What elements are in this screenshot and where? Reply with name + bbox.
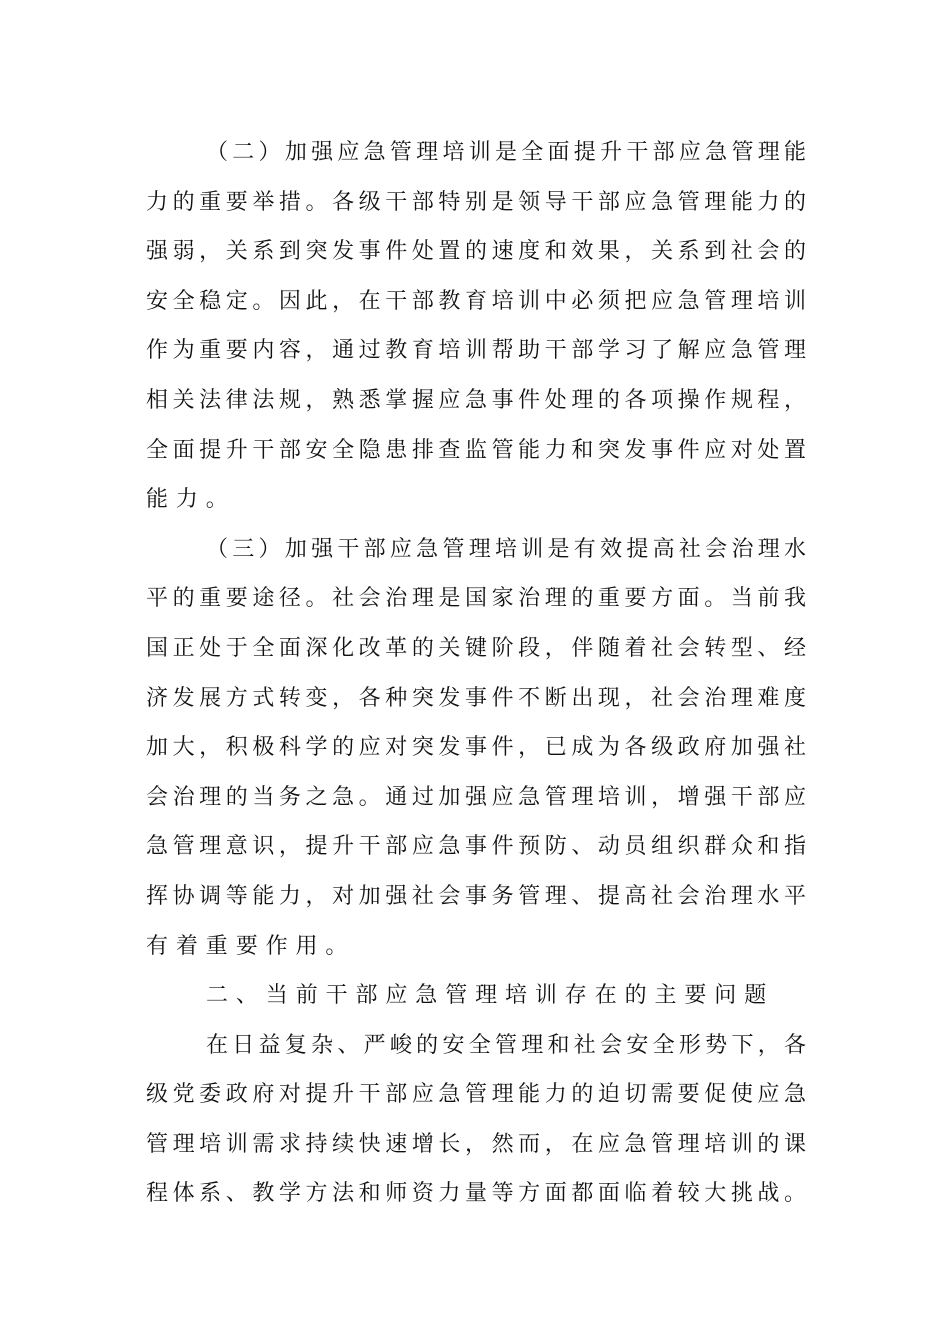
text-line: （二）加强应急管理培训是全面提升干部应急管理能 [206,140,806,165]
paragraph-social-governance [146,525,806,971]
paragraph-problems [146,1021,806,1219]
text-line: 在日益复杂、严峻的安全管理和社会安全形势下，各 [206,1032,806,1058]
text-line: （三）加强干部应急管理培训是有效提高社会治理水 [206,536,806,562]
text-line: 有着重要作用。 [146,933,356,959]
text-line: 程体系、教学方法和师资力量等方面都面临着较大挑战。 [146,1181,806,1207]
text-line: 国正处于全面深化改革的关键阶段，伴随着社会转型、经 [146,635,806,661]
document-page [146,128,806,1219]
text-line: 会治理的当务之急。通过加强应急管理培训，增强干部应 [146,784,806,810]
text-line: 作为重要内容，通过教育培训帮助干部学习了解应急管理 [146,338,806,364]
text-line: 相关法律法规，熟悉掌握应急事件处理的各项操作规程， [146,387,806,413]
text-line: 急管理意识，提升干部应急事件预防、动员组织群众和指 [146,834,806,860]
text-line: 挥协调等能力，对加强社会事务管理、提高社会治理水平 [146,883,806,909]
text-line: 级党委政府对提升干部应急管理能力的迫切需要促使应急 [146,1082,806,1108]
text-line: 能力。 [146,487,236,513]
paragraph-strengthen-capacity [146,128,806,525]
text-line: 强弱，关系到突发事件处置的速度和效果，关系到社会的 [146,239,806,265]
section-heading: 二、当前干部应急管理培训存在的主要问题 [206,983,775,1009]
text-line: 力的重要举措。各级干部特别是领导干部应急管理能力的 [146,189,806,215]
text-line: 管理培训需求持续快速增长，然而，在应急管理培训的课 [146,1131,806,1157]
text-line: 安全稳定。因此，在干部教育培训中必须把应急管理培训 [146,288,806,314]
text-line: 济发展方式转变，各种突发事件不断出现，社会治理难度 [146,685,806,711]
text-line: 平的重要途径。社会治理是国家治理的重要方面。当前我 [146,586,806,612]
text-line: 全面提升干部安全隐患排查监管能力和突发事件应对处置 [146,437,806,463]
text-line: 加大，积极科学的应对突发事件，已成为各级政府加强社 [146,735,806,761]
